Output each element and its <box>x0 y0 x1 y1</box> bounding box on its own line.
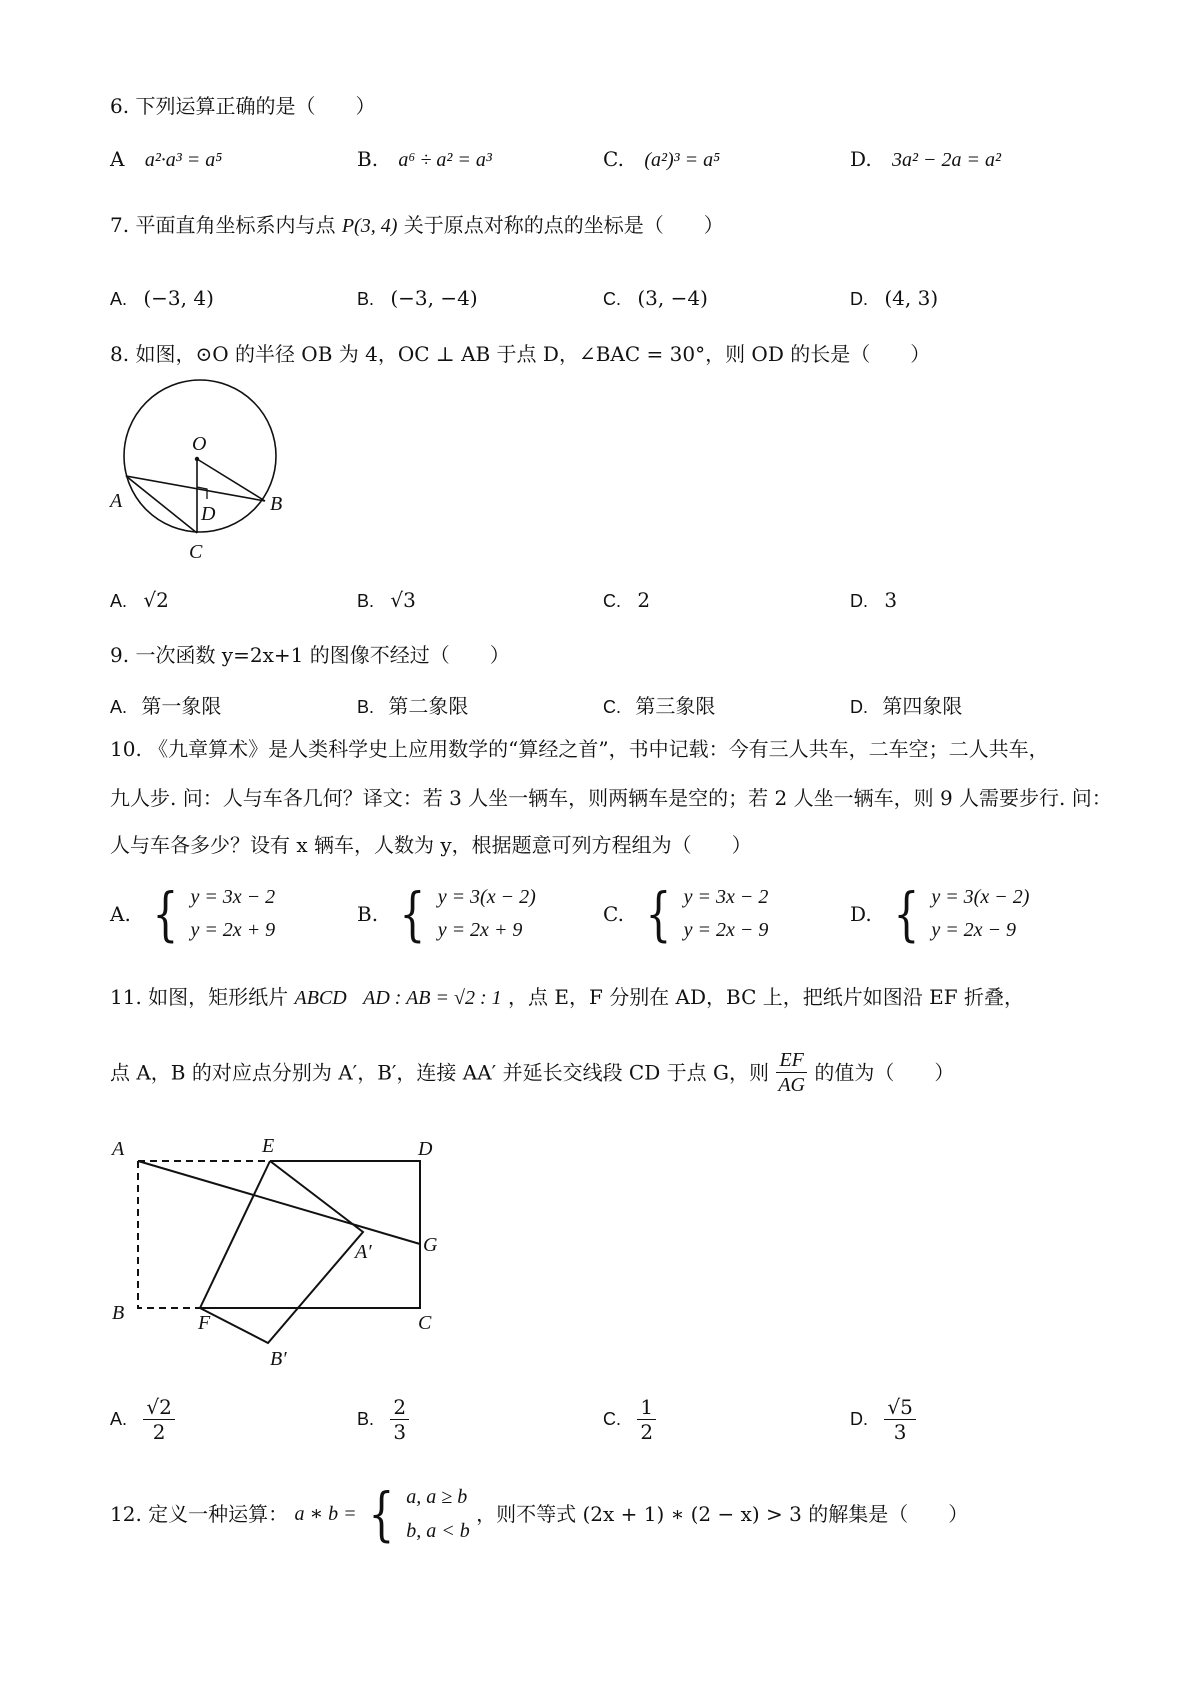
q6-option-b[interactable] <box>357 147 492 172</box>
equation-2: y = 2x − 9 <box>683 919 769 941</box>
label-b: B <box>270 493 283 515</box>
case-1: a, a ≥ b <box>406 1486 468 1508</box>
segment-ag <box>138 1161 420 1244</box>
q11-line1 <box>110 985 1024 1010</box>
option-value: 第四象限 <box>882 694 963 718</box>
label-a: A <box>112 1138 125 1160</box>
label-o: O <box>192 433 207 455</box>
option-label: B. <box>357 1409 375 1429</box>
option-value: (3, −4) <box>637 286 708 310</box>
option-expr: a⁶ ÷ a² = a³ <box>398 149 492 171</box>
q7-point: P(3, 4) <box>341 215 398 237</box>
q8-option-a[interactable] <box>110 588 169 612</box>
q9-option-b[interactable] <box>357 690 468 719</box>
equation-1: y = 3(x − 2) <box>437 886 536 908</box>
option-label: A. <box>110 697 128 717</box>
fraction-denominator: 2 <box>152 1420 166 1444</box>
option-value: 3 <box>884 588 898 612</box>
option-value: √3 <box>390 588 416 612</box>
q12-stem-suffix: ，则不等式 (2x + 1) ∗ (2 − x) > 3 的解集是（ ） <box>476 1502 969 1526</box>
option-value: 第二象限 <box>388 694 469 718</box>
option-label: C. <box>603 902 624 926</box>
option-label: C. <box>603 1409 621 1429</box>
option-value: 第一象限 <box>141 694 222 718</box>
q10-option-c[interactable] <box>603 880 769 948</box>
q6-option-c[interactable] <box>603 147 720 172</box>
q6-stem: 6. 下列运算正确的是（ ） <box>110 94 376 118</box>
equation-system <box>438 886 536 942</box>
q7-option-d[interactable] <box>850 286 938 310</box>
brace: { <box>645 880 672 948</box>
q10-line3: 人与车各多少？设有 x 辆车，人数为 y，根据题意可列方程组为（ ） <box>110 833 752 857</box>
option-label: C. <box>603 289 621 309</box>
option-label: A. <box>110 1409 128 1429</box>
option-expr: a²·a³ = a⁵ <box>144 149 223 171</box>
option-expr: (a²)³ = a⁵ <box>644 149 721 171</box>
label-e: E <box>262 1135 275 1157</box>
label-ap: A′ <box>355 1241 372 1263</box>
option-value: √2 <box>143 588 169 612</box>
fraction-denominator: AG <box>778 1074 805 1096</box>
label-a: A <box>110 490 123 512</box>
q9-option-c[interactable] <box>603 690 715 719</box>
q7-option-b[interactable] <box>357 286 478 310</box>
q10-option-b[interactable] <box>357 880 536 948</box>
fraction-numerator: √5 <box>884 1395 915 1420</box>
q7-option-c[interactable] <box>603 286 708 310</box>
q11-rect: ABCD <box>294 987 347 1009</box>
q11-option-a[interactable] <box>110 1395 175 1444</box>
option-label: A. <box>110 902 131 926</box>
q6-option-a[interactable] <box>110 147 222 172</box>
equation-1: y = 3x − 2 <box>683 886 769 908</box>
option-label: D. <box>850 591 868 611</box>
option-value: (4, 3) <box>884 286 939 310</box>
option-label: C. <box>603 591 621 611</box>
q8-option-c[interactable] <box>603 588 650 612</box>
q11-ratio: AD : AB = √2 : 1 <box>363 987 502 1009</box>
q10-option-d[interactable] <box>850 880 1030 948</box>
fraction-denominator: 2 <box>640 1420 654 1444</box>
q6-option-d[interactable] <box>850 147 1001 172</box>
equation-2: y = 2x − 9 <box>931 919 1017 941</box>
option-fraction <box>637 1395 656 1444</box>
label-d: D <box>418 1138 433 1160</box>
folded-edge-ab-dashed <box>138 1161 200 1308</box>
q7-stem <box>110 213 724 238</box>
q9-stem: 9. 一次函数 y=2x+1 的图像不经过（ ） <box>110 643 510 667</box>
q11-line2-suffix: 的值为（ ） <box>814 1060 955 1085</box>
option-label: A <box>110 147 125 171</box>
option-label: B. <box>357 147 379 171</box>
fraction-numerator: √2 <box>143 1395 174 1420</box>
q11-option-b[interactable] <box>357 1395 409 1444</box>
label-d: D <box>201 503 216 525</box>
q11-fraction <box>775 1048 808 1097</box>
q11-line2 <box>110 1048 954 1097</box>
label-bp: B′ <box>270 1348 287 1368</box>
fraction-numerator: 2 <box>390 1395 409 1420</box>
q11-option-c[interactable] <box>603 1395 656 1444</box>
fraction-numerator: EF <box>776 1048 806 1073</box>
option-value: 第三象限 <box>635 694 716 718</box>
q10-option-a[interactable] <box>110 880 276 948</box>
brace: { <box>893 880 920 948</box>
brace: { <box>152 880 179 948</box>
fraction-numerator: 1 <box>637 1395 656 1420</box>
segment-ac <box>126 476 197 533</box>
q8-option-b[interactable] <box>357 588 416 612</box>
label-g: G <box>423 1234 438 1256</box>
option-label: C. <box>603 697 621 717</box>
center-dot <box>195 457 199 461</box>
option-label: B. <box>357 902 379 926</box>
q11-line1-suffix: ，点 E，F 分别在 AD，BC 上，把纸片如图沿 EF 折叠， <box>508 985 1024 1009</box>
option-value: (−3, 4) <box>143 286 214 310</box>
label-f: F <box>198 1312 211 1334</box>
q11-rectangle-figure <box>100 1128 460 1368</box>
equation-2: y = 2x + 9 <box>437 919 523 941</box>
option-label: D. <box>850 1409 868 1429</box>
folded-part-e-ap-bp-f <box>200 1161 363 1343</box>
option-label: D. <box>850 697 868 717</box>
option-value: 2 <box>637 588 651 612</box>
q11-line2-prefix: 点 A，B 的对应点分别为 A′，B′，连接 AA′ 并延长交线段 CD 于点 G，则 <box>110 1060 769 1085</box>
option-value: (−3, −4) <box>390 286 478 310</box>
q11-option-d[interactable] <box>850 1395 916 1444</box>
q8-option-d[interactable] <box>850 588 897 612</box>
option-fraction <box>143 1395 174 1444</box>
equation-system <box>684 886 769 942</box>
label-c: C <box>189 541 203 563</box>
equation-system <box>190 886 275 942</box>
brace: { <box>399 880 426 948</box>
option-label: D. <box>850 289 868 309</box>
equation-system <box>931 886 1029 942</box>
option-label: D. <box>850 147 872 171</box>
option-label: C. <box>603 147 624 171</box>
q10-line2: 九人步. 问：人与车各几何？译文：若 3 人坐一辆车，则两辆车是空的；若 2 人坐一辆车，则 9 人需要步行. 问： <box>110 786 1112 810</box>
q10-line1: 10. 《九章算术》是人类科学史上应用数学的“算经之首”，书中记载：今有三人共车，二车空；二人共车， <box>110 737 1049 761</box>
option-label: A. <box>110 289 128 309</box>
option-expr: 3a² − 2a = a² <box>892 149 1002 171</box>
q7-stem-prefix: 7. 平面直角坐标系内与点 <box>110 213 336 237</box>
q7-stem-suffix: 关于原点对称的点的坐标是（ ） <box>403 213 724 237</box>
circle-o <box>124 380 276 532</box>
fraction-denominator: 3 <box>393 1420 407 1444</box>
option-label: B. <box>357 697 375 717</box>
q8-stem: 8. 如图，⊙O 的半径 OB 为 4，OC ⊥ AB 于点 D，∠BAC = 30°，则 OD 的长是（ ） <box>110 342 931 366</box>
q12-stem-prefix: 12. 定义一种运算： <box>110 1502 289 1526</box>
q9-option-a[interactable] <box>110 690 221 719</box>
fraction-denominator: 3 <box>893 1420 907 1444</box>
option-label: D. <box>850 902 872 926</box>
label-b: B <box>112 1302 125 1324</box>
equation-2: y = 2x + 9 <box>190 919 276 941</box>
q7-option-a[interactable] <box>110 286 214 310</box>
option-label: B. <box>357 289 375 309</box>
q9-option-d[interactable] <box>850 690 962 719</box>
brace: { <box>368 1480 395 1548</box>
equation-1: y = 3(x − 2) <box>931 886 1030 908</box>
option-fraction <box>390 1395 409 1444</box>
option-fraction <box>884 1395 915 1444</box>
label-c: C <box>418 1312 432 1334</box>
q12-stem <box>110 1480 969 1548</box>
q8-circle-figure <box>100 378 300 568</box>
q11-line1-prefix: 11. 如图，矩形纸片 <box>110 985 289 1009</box>
option-label: B. <box>357 591 375 611</box>
case-2: b, a < b <box>406 1520 470 1542</box>
q12-operation: a ∗ b = <box>294 1503 357 1525</box>
q12-cases <box>406 1485 470 1543</box>
equation-1: y = 3x − 2 <box>190 886 276 908</box>
option-label: A. <box>110 591 128 611</box>
